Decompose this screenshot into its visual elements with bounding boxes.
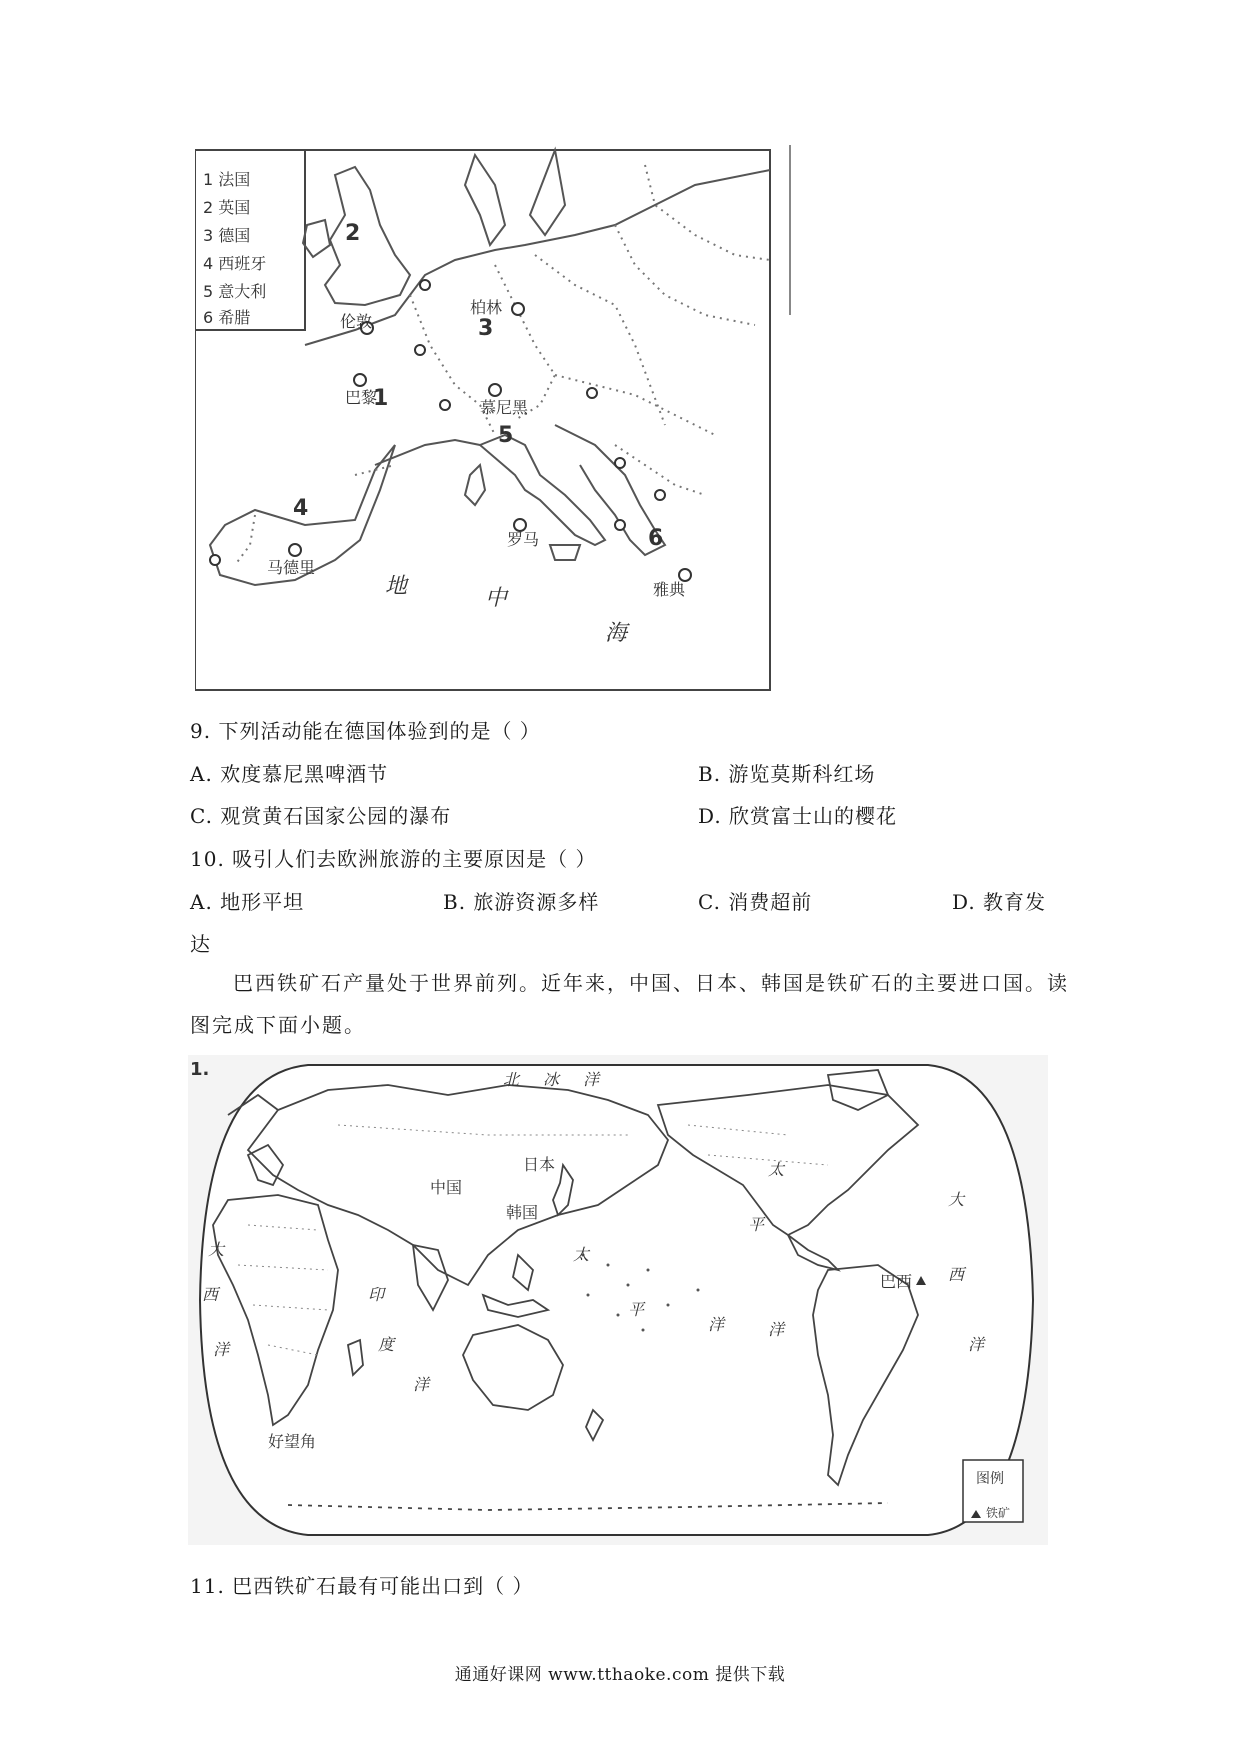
label-japan: 日本	[523, 1155, 556, 1174]
world-map-legend-title: 图例	[976, 1471, 1004, 1487]
europe-map	[195, 145, 815, 705]
legend-germany: 3 德国	[203, 226, 251, 245]
pacific-e-char-3: 洋	[768, 1320, 785, 1339]
question-9-option-c[interactable]: C. 观赏黄石国家公园的瀑布	[190, 804, 452, 828]
legend-greece: 6 希腊	[203, 308, 251, 327]
question-10-option-c[interactable]: C. 消费超前	[698, 890, 813, 914]
label-china: 中国	[430, 1178, 463, 1197]
atlantic-w-char-3: 洋	[213, 1340, 230, 1359]
question-9-option-a[interactable]: A. 欢度慕尼黑啤酒节	[190, 762, 389, 786]
sea-char-2: 中	[485, 586, 508, 611]
arctic-char-1: 北	[503, 1070, 520, 1089]
label-cape-of-good-hope: 好望角	[268, 1432, 317, 1451]
atlantic-e-char-2: 西	[948, 1265, 965, 1284]
city-rome: 罗马	[507, 530, 540, 549]
legend-spain: 4 西班牙	[203, 254, 267, 273]
city-madrid: 马德里	[267, 558, 316, 577]
pacific-w-char-3: 洋	[708, 1315, 725, 1334]
atlantic-e-char-1: 大	[948, 1190, 965, 1209]
pacific-e-char-2: 平	[748, 1215, 765, 1234]
label-n4: 4	[293, 496, 309, 521]
indian-char-2: 度	[378, 1335, 395, 1354]
question-10-option-b[interactable]: B. 旅游资源多样	[443, 890, 600, 914]
label-n2: 2	[345, 221, 361, 246]
sea-char-3: 海	[605, 621, 628, 646]
indian-char-3: 洋	[413, 1375, 430, 1394]
pacific-e-char-1: 太	[768, 1160, 785, 1179]
city-berlin: 柏林	[470, 298, 503, 317]
sea-char-1: 地	[385, 574, 408, 599]
label-brazil: 巴西	[880, 1272, 913, 1291]
pacific-w-char-2: 平	[628, 1300, 645, 1319]
atlantic-w-char-1: 大	[208, 1240, 225, 1259]
world-map-outline	[200, 1065, 1033, 1535]
label-korea: 韩国	[506, 1203, 539, 1222]
intro-line-2: 图完成下面小题。	[190, 1013, 366, 1037]
question-9-stem: 9. 下列活动能在德国体验到的是（ ）	[190, 719, 541, 743]
city-athens: 雅典	[653, 580, 686, 599]
question-10-option-a[interactable]: A. 地形平坦	[190, 890, 305, 914]
atlantic-w-char-2: 西	[202, 1285, 219, 1304]
legend-uk: 2 英国	[203, 198, 251, 217]
page-footer: 通通好课网 www.tthaoke.com 提供下载	[454, 1665, 786, 1685]
question-10-option-d[interactable]: D. 教育发	[952, 890, 1047, 914]
city-london: 伦敦	[340, 312, 373, 331]
arctic-char-3: 洋	[583, 1070, 600, 1089]
world-map	[188, 1055, 1048, 1545]
intro-line-1: 巴西铁矿石产量处于世界前列。近年来，中国、日本、韩国是铁矿石的主要进口国。读	[233, 971, 1069, 995]
indian-char-1: 印	[368, 1285, 385, 1304]
label-n1: 1	[373, 386, 389, 411]
question-10-stem: 10. 吸引人们去欧洲旅游的主要原因是（ ）	[190, 847, 597, 871]
pacific-w-char-1: 太	[573, 1245, 590, 1264]
question-9-option-d[interactable]: D. 欣赏富士山的樱花	[698, 804, 898, 828]
arctic-char-2: 冰	[543, 1070, 560, 1089]
question-9-option-b[interactable]: B. 游览莫斯科红场	[698, 762, 876, 786]
world-map-corner-number: 1.	[190, 1059, 210, 1080]
question-10-option-d-continued: 达	[190, 932, 211, 956]
label-n3: 3	[478, 316, 494, 341]
label-n6: 6	[648, 526, 664, 551]
city-paris: 巴黎	[345, 388, 378, 407]
question-11-stem: 11. 巴西铁矿石最有可能出口到（ ）	[190, 1574, 534, 1598]
legend-italy: 5 意大利	[203, 282, 267, 301]
atlantic-e-char-3: 洋	[968, 1335, 985, 1354]
world-map-legend-item: 铁矿	[986, 1506, 1011, 1520]
legend-france: 1 法国	[203, 170, 251, 189]
city-munich: 慕尼黑	[480, 398, 529, 417]
label-n5: 5	[498, 423, 514, 448]
